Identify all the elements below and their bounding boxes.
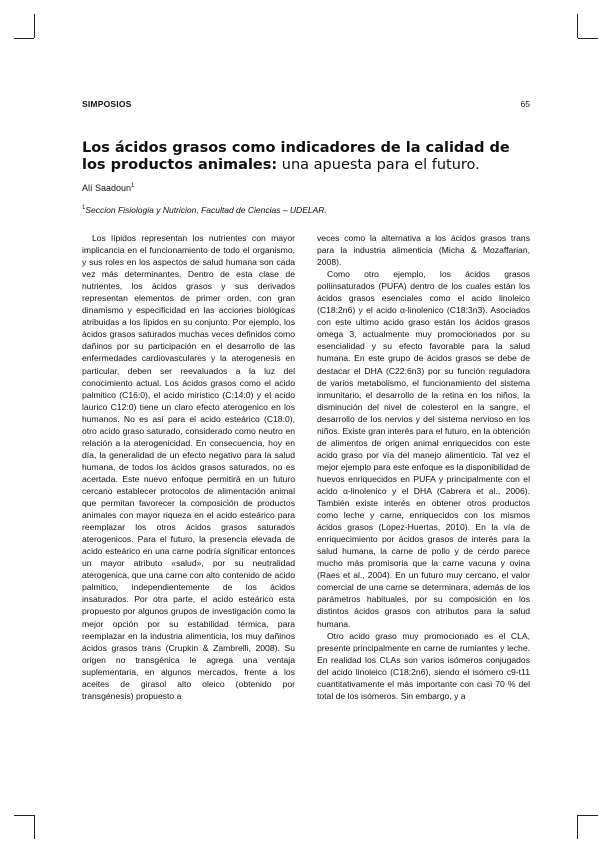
crop-mark [578,38,598,39]
crop-mark [34,815,35,839]
body-paragraph: Los lípidos representan los nutrientes con mayor implicancia en el funcionamiento de todo el organismo, y sus roles en los aspectos de salud humana son cada vez más determinantes. Dentro de esta clase de nutrientes, los ácidos grasos y sus derivados representan elementos de primer orden, con gran dinamismo y especificidad en las acciones biológicas atribuidas a los lípidos en su conjunto. Por ejemplo, los ácidos grasos saturados muchas veces definidos como dañinos por su participación en el desarrollo de las enfermedades cardiovasculares y la aterogenesis en particular, deben ser reevaluados a la luz del conocimiento actual. Los ácidos grasos como el acido palmitico (C16:0), el acido miristico (C:14:0) y el acido laurico C12:0) tiene un claro efecto aterogenico en los humanos. No es así para el acido esteárico (C18:0), otro acido graso saturado, considerado como neutro en relación a la aterogenicidad. En consecuencia, hoy en día, la generalidad de un efecto negativo para la salud humana, de todos los ácidos grasos saturados, no es acertada. Este nuevo enfoque permitirá en un futuro cercano establecer protocolos de alimentación animal que permitan favorecer la composición de productos animales con mayor riqueza en el acido esteárico para reemplazar los otros ácidos grasos saturados aterogenicos. Para el futuro, la presencia elevada de acido esteárico en una carne podría significar entonces un mayor atributo «salud», por su neutralidad aterogenica, que una carne con alto contenido de acido palmitico, independientemente de los ácidos insaturados. Por otra parte, el acido esteárico esta propuesto por algunos grupos de investigación como la mejor opción por su estabilidad térmica, para reemplazar en la industria alimenticia, los muy dañinos ácidos grasos trans (Crupkin & Zambrelli, 2008). Su origen no transgénica le agrega una ventaja suplementaria, en algunos mercados, frente a los aceites de girasol alto oleico (obtenido por transgénesis) propuesto a [82,233,295,701]
article-title-rest: una apuesta para el futuro. [277,157,480,173]
page-number: 65 [520,99,530,109]
author-name: Alí Saadoun [82,183,132,193]
body-paragraph: veces como la alternativa a los ácidos grasos trans para la industria alimenticia (Micha & Mozaffarian, 2008). [317,233,530,268]
crop-mark [577,815,578,839]
crop-mark [14,815,34,816]
author-affil-marker: 1 [131,183,135,189]
author-line [82,183,134,193]
crop-mark [578,815,598,816]
running-header-section: SIMPOSIOS [82,99,132,109]
crop-mark [577,14,578,38]
body-column-left [82,232,295,702]
affiliation-line [82,205,327,215]
crop-mark [14,38,34,39]
body-paragraph: Como otro ejemplo, los ácidos grasos poliinsaturados (PUFA) dentro de los cuales están los ácidos grasos esenciales como el acido linoleico (C18:2n6) y el acido α-linolenico (C18:3n3). Asociados con este ultimo acido graso están los ácidos grasos omega 3, actualmente muy promocionados por su esencialidad y su efecto favorable para la salud humana. En este grupo de ácidos grasos se debe de destacar el DHA (C22:6n3) por su función reguladora de varios metabolismo, el funcionamiento del sistema inmunitario, el desarrollo de la retina en los niños, la disminución del nivel de colesterol en la sangre, el desarrollo de los nervios y del sistema nervioso en los niños. Existe gran interés para el futuro, en la obtención de alimentos de origen animal enriquecidos con este acido graso por vía del manejo alimenticio. Tal vez el mejor ejemplo para este enfoque es la disponibilidad de huevos enriquecidos en PUFA y principalmente con el acido α-linolenico y el DHA (Cabrera et al., 2006). También existe interés en obtener otros productos como leche y carne, enriquecidos con los mismos ácidos grasos (Lopez-Huertas, 2010). En la vía de enriquecimiento por ácidos grasos de interés para la salud humana, la carne de pollo y de cerdo parece mucho más promisoria que la carne vacuna y ovina (Raes et al., 2004). En un futuro muy cercano, el valor comercial de una carne se determinara, además de los parámetros habituales, por su composición en los distintos ácidos grasos con atributos para la salud humana. [317,269,530,629]
affiliation-text: Seccion Fisiologia y Nutricion, Facultad de Ciencias – UDELAR. [85,205,327,215]
article-title [82,140,532,174]
body-column-right [317,232,530,702]
crop-mark [34,14,35,38]
affiliation-marker: 1 [82,205,86,212]
article-title-main: Los ácidos grasos como indicadores de la calidad de los productos animales: [82,140,510,173]
body-paragraph: Otro acido graso muy promocionado es el CLA, presente principalmente en carne de rumiantes y leche. En realidad los CLAs son varios isómeros conjugados del acido linoleico (C18:2n6), siendo el isómero c9-t11 cuantitativamente el más importante con casi 70 % del total de los isómeros. Sin embargo, y a [317,630,530,701]
